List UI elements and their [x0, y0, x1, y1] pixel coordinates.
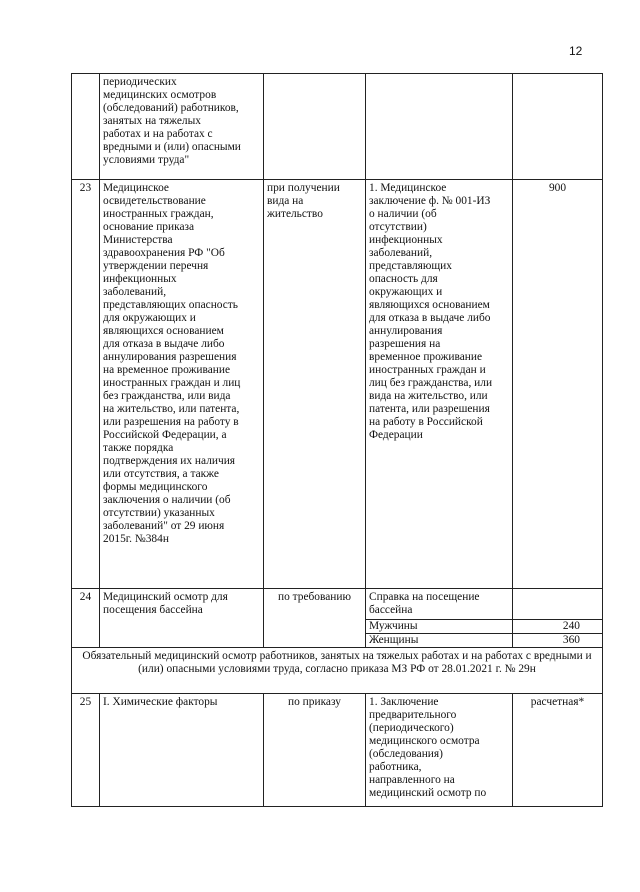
cell-num: 24: [72, 589, 100, 648]
cell-service: I. Химические факторы: [100, 694, 264, 807]
cell-service: периодических медицинских осмотров (обследований) работников, занятых на тяжелых работах и на работах с вредными и (или) опасными условиями труда": [100, 74, 264, 180]
cell-num: [72, 74, 100, 180]
cell-condition: по требованию: [264, 589, 366, 648]
cell-document: 1. Медицинское заключение ф. № 001-ИЗ о наличии (об отсутствии) инфекционных заболеваний, представляющих опасность для окружающих и являющихся основанием для отказа в выдаче либо аннулирования разрешения на временное проживание иностранных граждан и лиц без гражданства, или вида на жительство, или патента, или разрешения на работу в Российской Федерации: [366, 180, 513, 589]
cell-price: [513, 74, 603, 180]
table-row-continuation: [72, 74, 603, 180]
cell-document: Справка на посещение бассейна: [366, 589, 513, 620]
cell-service: Медицинский осмотр для посещения бассейна: [100, 589, 264, 648]
cell-sub-price: 360: [513, 634, 603, 648]
cell-price: 900: [513, 180, 603, 589]
cell-document: [366, 74, 513, 180]
cell-num: 23: [72, 180, 100, 589]
table-row-25: [72, 694, 603, 807]
cell-document: 1. Заключение предварительного (периодического) медицинского осмотра (обследования) работника, направленного на медицинский осмотр по: [366, 694, 513, 807]
cell-sub-price: 240: [513, 620, 603, 634]
page-number: 12: [569, 44, 583, 58]
table-row-23: [72, 180, 603, 589]
cell-price: [513, 589, 603, 620]
cell-price: расчетная*: [513, 694, 603, 807]
cell-sub-label: Женщины: [366, 634, 513, 648]
section-header-row: [72, 648, 603, 694]
cell-condition: [264, 74, 366, 180]
price-table: [71, 73, 603, 807]
cell-condition: по приказу: [264, 694, 366, 807]
cell-condition: при получении вида на жительство: [264, 180, 366, 589]
cell-sub-label: Мужчины: [366, 620, 513, 634]
section-title: Обязательный медицинский осмотр работников, занятых на тяжелых работах и на работах с вредными и (или) опасными условиями труда, согласно приказа МЗ РФ от 28.01.2021 г. № 29н: [72, 648, 603, 694]
cell-service: Медицинское освидетельствование иностранных граждан, основание приказа Министерства здравоохранения РФ "Об утверждении перечня инфекционных заболеваний, представляющих опасность для окружающих и являющихся основанием для отказа в выдаче либо аннулирования разрешения на временное проживание иностранных граждан и лиц без гражданства, или вида на жительство, или патента, или разрешения на работу в Российской Федерации, а также порядка подтверждения их наличия или отсутствия, а также формы медицинского заключения о наличии (об отсутствии) указанных заболеваний" от 29 июня 2015г. №384н: [100, 180, 264, 589]
table-row-24: [72, 589, 603, 620]
cell-num: 25: [72, 694, 100, 807]
